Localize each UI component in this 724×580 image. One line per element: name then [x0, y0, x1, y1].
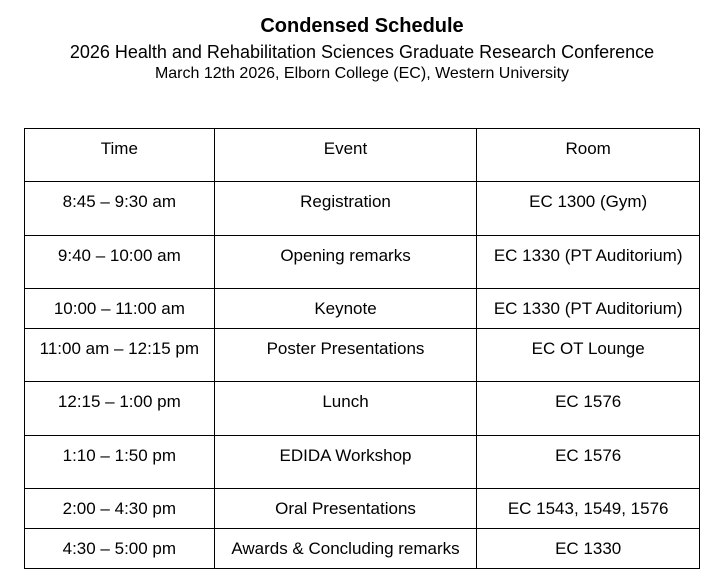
table-cell: EC 1330 (PT Auditorium)	[477, 236, 700, 289]
document-title: Condensed Schedule	[260, 15, 464, 37]
table-row	[25, 529, 700, 569]
table-cell: EC 1300 (Gym)	[477, 182, 700, 236]
column-header: Room	[477, 129, 700, 182]
table-cell: 9:40 – 10:00 am	[25, 236, 215, 289]
table-row	[25, 329, 700, 382]
table-cell: Registration	[214, 182, 477, 236]
table-row	[25, 289, 700, 329]
table-cell: 10:00 – 11:00 am	[25, 289, 215, 329]
table-cell: 2:00 – 4:30 pm	[25, 489, 215, 529]
table-cell: Keynote	[214, 289, 477, 329]
table-row	[25, 489, 700, 529]
table-cell: EC 1576	[477, 382, 700, 436]
table-row	[25, 436, 700, 489]
table-cell: EC 1330 (PT Auditorium)	[477, 289, 700, 329]
table-cell: Oral Presentations	[214, 489, 477, 529]
schedule-table	[24, 128, 700, 569]
table-row	[25, 236, 700, 289]
table-row	[25, 182, 700, 236]
table-cell: Poster Presentations	[214, 329, 477, 382]
table-cell: Opening remarks	[214, 236, 477, 289]
table-cell: EC 1543, 1549, 1576	[477, 489, 700, 529]
table-cell: EDIDA Workshop	[214, 436, 477, 489]
table-cell: EC 1576	[477, 436, 700, 489]
table-header-row	[25, 129, 700, 182]
table-cell: EC OT Lounge	[477, 329, 700, 382]
table-cell: 1:10 – 1:50 pm	[25, 436, 215, 489]
table-row	[25, 382, 700, 436]
date-location: March 12th 2026, Elborn College (EC), Western University	[154, 65, 570, 82]
column-header: Event	[214, 129, 477, 182]
column-header: Time	[25, 129, 215, 182]
table-cell: 4:30 – 5:00 pm	[25, 529, 215, 569]
table-cell: 11:00 am – 12:15 pm	[25, 329, 215, 382]
table-cell: Lunch	[214, 382, 477, 436]
conference-name: 2026 Health and Rehabilitation Sciences Graduate Research Conference	[69, 42, 655, 62]
table-cell: EC 1330	[477, 529, 700, 569]
table-cell: 8:45 – 9:30 am	[25, 182, 215, 236]
table-cell: Awards & Concluding remarks	[214, 529, 477, 569]
table-cell: 12:15 – 1:00 pm	[25, 382, 215, 436]
